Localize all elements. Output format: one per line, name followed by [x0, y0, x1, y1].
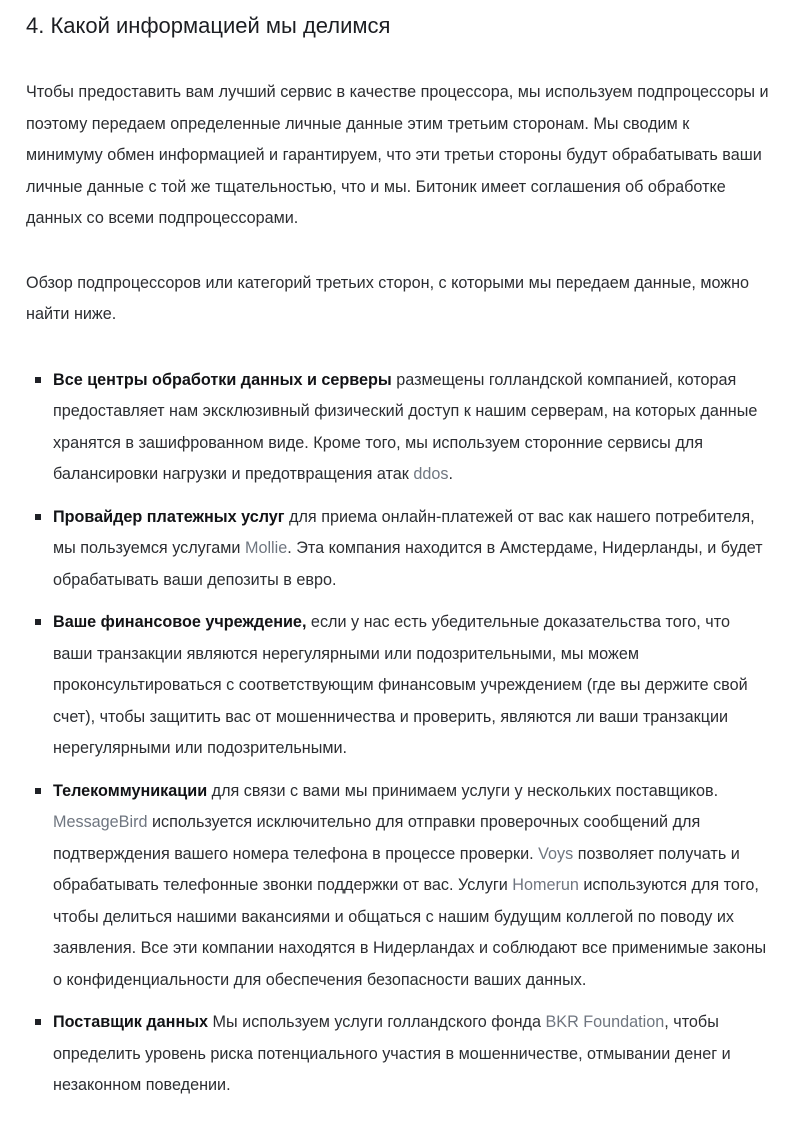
bullet-icon [35, 788, 41, 794]
item-title: Телекоммуникации [53, 781, 208, 800]
mollie-link[interactable]: Mollie [244, 539, 288, 557]
section-heading: 4. Какой информацией мы делимся [26, 13, 391, 38]
homerun-link[interactable]: Homerun [512, 876, 579, 894]
list-item-payment-provider: Провайдер платежных услуг для приема онлайн-платежей от вас как нашего потребителя, мы пользуемся услугами Mollie. Эта компания находится в Амстердаме, Нидерланды, и будет обрабатывать ваши депозиты в евро. [26, 502, 769, 597]
list-item-financial-institution: Ваше финансовое учреждение, если у нас есть убедительные доказательства того, что ваши транзакции являются нерегулярными или подозрительными, мы можем проконсультироваться с соответствующим финансовым учреждением (где вы держите свой счет), чтобы защитить вас от мошенничества и проверить, являются ли ваши транзакции нерегулярными или подозрительными. [26, 607, 769, 765]
list-item-telecommunications: Телекоммуникации для связи с вами мы принимаем услуги у нескольких поставщиков. MessageBird используется исключительно для отправки проверочных сообщений для подтверждения вашего номера телефона в процессе проверки. Voys позволяет получать и обрабатывать телефонные звонки поддержки от вас. Услуги Homerun используются для того, чтобы делиться нашими вакансиями и общаться с нашим будущим коллегой по поводу их заявления. Все эти компании находятся в Нидерландах и соблюдают все применимые законы о конфиденциальности для обеспечения безопасности ваших данных. [26, 776, 769, 997]
ddos-link[interactable]: ddos [413, 465, 449, 483]
bullet-icon [35, 377, 41, 383]
messagebird-link[interactable]: MessageBird [53, 813, 148, 831]
item-title: Поставщик данных [53, 1013, 209, 1031]
item-title: Ваше финансовое учреждение, [53, 613, 307, 631]
bullet-icon [35, 1019, 41, 1025]
bkr-foundation-link[interactable]: BKR Foundation [545, 1013, 665, 1031]
item-title: Провайдер платежных услуг [53, 507, 285, 526]
list-item-data-provider: Поставщик данных Мы используем услуги голландского фонда BKR Foundation, чтобы определить уровень риска потенциального участия в мошенничестве, отмывании денег и незаконном поведении. [26, 1007, 769, 1102]
subprocessor-list [26, 365, 769, 1102]
voys-link[interactable]: Voys [538, 844, 574, 863]
overview-paragraph: Обзор подпроцессоров или категорий третьих сторон, с которыми мы передаем данные, можно найти ниже. [26, 273, 750, 323]
bullet-icon [35, 514, 41, 520]
bullet-icon [35, 619, 41, 625]
intro-paragraph: Чтобы предоставить вам лучший сервис в качестве процессора, мы используем подпроцессоры и поэтому передаем определенные личные данные этим третьим сторонам. Мы сводим к минимуму обмен информацией и гарантируем, что эти третьи стороны будут обрабатывать ваши личные данные с той же тщательностью, что и мы. Битоник имеет соглашения об обработке данных со всеми подпроцессорами. [26, 83, 769, 227]
list-item-datacenters: Все центры обработки данных и серверы размещены голландской компанией, которая предоставляет нам эксклюзивный физический доступ к нашим серверам, на которых данные хранятся в зашифрованном виде. Кроме того, мы используем сторонние сервисы для балансировки нагрузки и предотвращения атак ddos. [26, 365, 769, 491]
item-title: Все центры обработки данных и серверы [53, 370, 392, 389]
